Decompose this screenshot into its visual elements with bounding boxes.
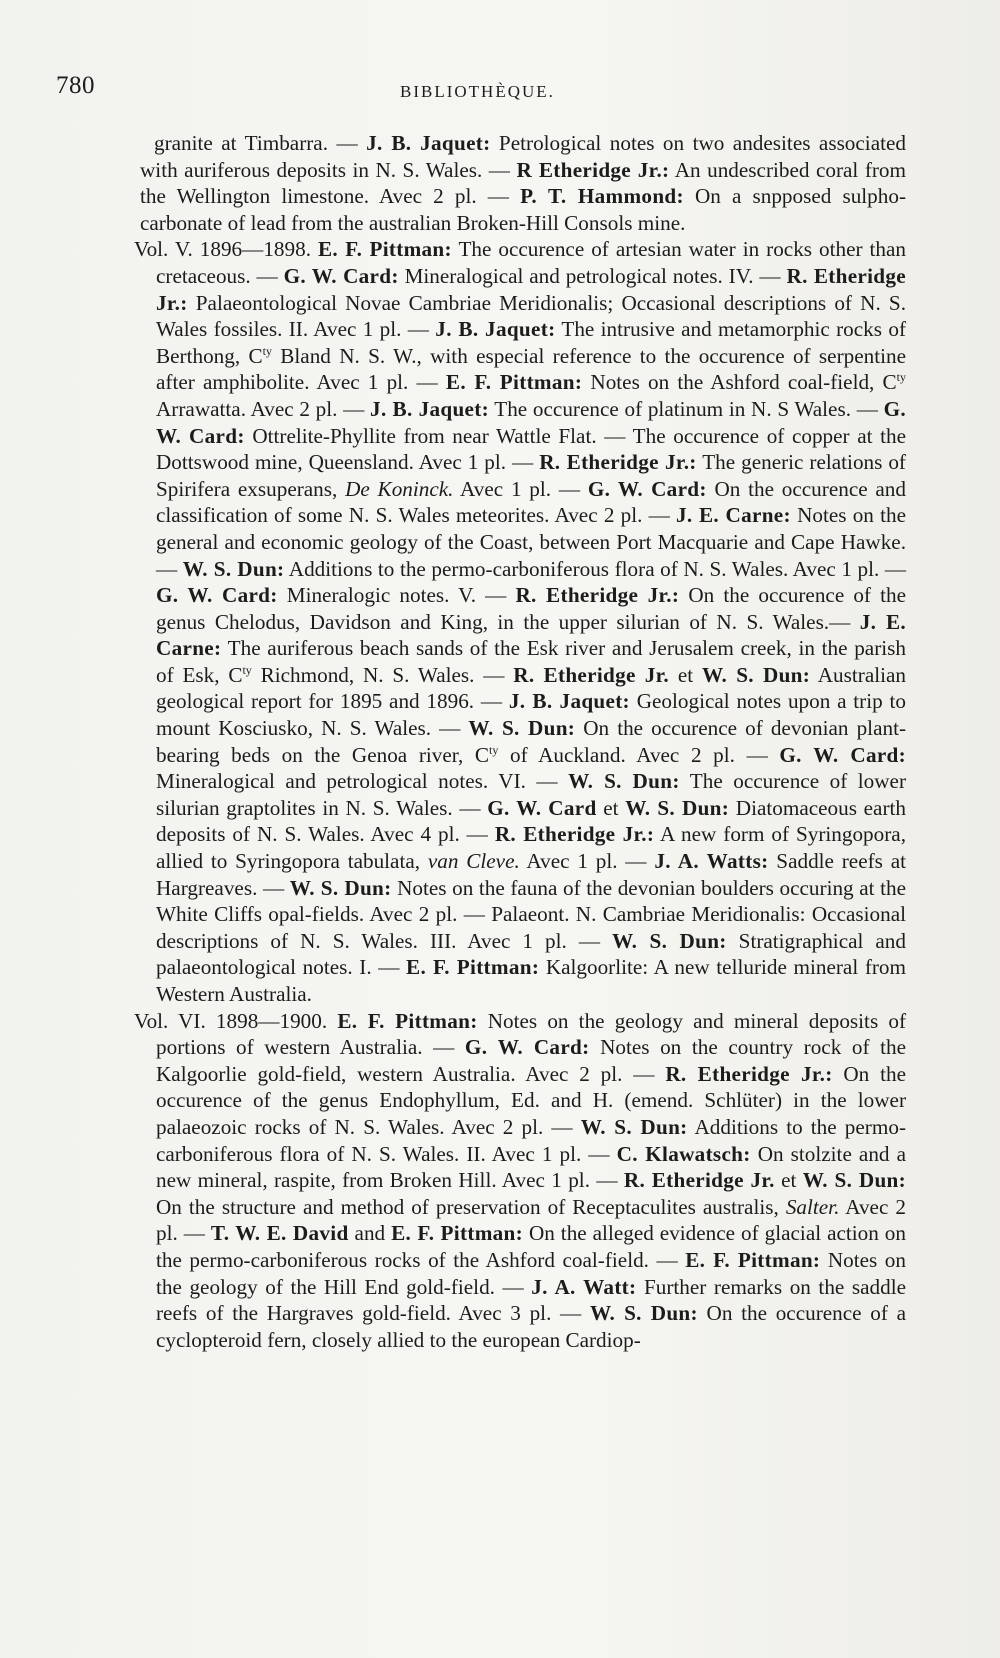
text-run: The occurence of lower silurian graptolites in N. S. Wales. — [156, 769, 907, 820]
text-run: Palaeontological Novae Cambriae Meridionalis; Occasional descriptions of N. S. Wales fossiles. II. Avec 1 pl. — [156, 290, 906, 342]
author-name: R. Etheridge Jr. [623, 1168, 775, 1193]
author-name: R. Etheridge Jr.: [539, 450, 697, 475]
author-name: W. S. Dun: [625, 795, 730, 820]
text-run: Notes on the general and economic geology of the Coast, between Port Macquarie and Cape Hawke. — [156, 503, 906, 581]
author-name: G. W. Card: [779, 742, 907, 767]
author-name: W. S. Dun: [589, 1301, 698, 1326]
text-run: The auriferous beach sands of the Esk river and Jerusalem creek, in the parish of Esk, C [156, 636, 906, 687]
text-run: Notes on the geology and mineral deposits of portions of western Australia. — [156, 1008, 906, 1060]
text-run: Avec 2 pl. — [156, 1194, 906, 1246]
county-abbrev-superscript: ty [489, 742, 499, 757]
author-name: J. E. Carne: [156, 609, 906, 661]
text-run: The occurence of artesian water in rocks other than cretaceous. — [156, 237, 906, 288]
text-run: Notes on the Ashford coal-field, C [582, 370, 897, 395]
running-head: BIBLIOTHÈQUE. [400, 82, 555, 101]
text-run: The generic relations of Spirifera exsuperans, [156, 450, 906, 501]
text-run: Mineralogical and petrological notes. IV. — [398, 263, 787, 288]
text-run: Kalgoorlite: A new telluride mineral from Western Australia. [156, 955, 906, 1006]
text-run: On the occurence of devonian plant-bearing beds on the Genoa river, C [156, 716, 907, 767]
text-run: Notes on the fauna of the devonian boulders occuring at the White Cliffs opal-fields. Avec 2 pl. — Palaeont. N. Cambriae Meridionalis: Occasional descriptions of N. S. Wales. III. Avec 1 pl. — [156, 875, 906, 953]
author-name: J. B. Jaquet: [435, 317, 556, 342]
text-run: et [596, 795, 626, 820]
text-run: On the occurence of a cyclopteroid fern, closely allied to the european Cardiop- [156, 1301, 906, 1352]
author-name: C. Klawatsch: [616, 1141, 751, 1166]
author-name: G. W. Card: [587, 476, 707, 501]
text-run: Notes on the geology of the Hill End gold-field. — [156, 1247, 906, 1299]
text-run: An undescribed coral from the Wellington limestone. Avec 2 pl. — [140, 157, 907, 209]
text-run: On the occurence and classification of some N. S. Wales meteorites. Avec 2 pl. — [156, 476, 906, 528]
author-name: R. Etheridge Jr.: [665, 1061, 833, 1086]
text-run: Notes on the country rock of the Kalgoorlie gold-field, western Australia. Avec 2 pl. — [156, 1035, 907, 1086]
text-run: Saddle reefs at Hargreaves. — [156, 849, 907, 900]
text-run: granite at Timbarra. — [154, 131, 367, 155]
author-name: G. W. Card: [464, 1035, 590, 1060]
author-name: J. E. Carne: [676, 503, 791, 528]
text-run: Geological notes upon a trip to mount Kosciusko, N. S. Wales. — [156, 689, 906, 741]
author-name: J. B. Jaquet: [508, 689, 630, 714]
text-run: The occurence of platinum in N. S Wales. — [488, 396, 884, 421]
author-name: R. Etheridge Jr. [513, 662, 670, 687]
county-abbrev-superscript: ty [262, 343, 272, 358]
author-name: E. F. Pittman: [445, 370, 583, 395]
author-name: W. S. Dun: [580, 1114, 688, 1139]
volume-entry [134, 1008, 906, 1354]
author-name: R. Etheridge Jr.: [515, 583, 680, 608]
text-run: Avec 1 pl. — [453, 476, 588, 501]
author-name: R Etheridge Jr.: [516, 157, 670, 182]
italic-citation: De Koninck. [345, 476, 454, 501]
author-name: J. A. Watt: [531, 1274, 637, 1299]
text-run: Mineralogic notes. V. — [277, 583, 516, 608]
author-name: E. F. Pittman: [391, 1221, 523, 1246]
author-name: G. W. Card [487, 795, 597, 820]
text-run: A new form of Syringopora, allied to Syringopora tabulata, [156, 822, 906, 874]
text-run: Arrawatta. Avec 2 pl. — [156, 396, 371, 421]
text-run: On a snpposed sulpho-carbonate of lead from the australian Broken-Hill Consols mine. [140, 184, 907, 235]
text-run: On the occurence of the genus Endophyllum, Ed. and H. (emend. Schlüter) in the lower palaeozoic rocks of N. S. Wales. Avec 2 pl. — [156, 1061, 906, 1139]
text-run: On the structure and method of preservation of Receptaculites australis, [156, 1194, 786, 1219]
author-name: J. A. Watts: [654, 849, 769, 874]
text-run: Bland N. S. W., with especial reference to the occurence of serpentine after amphibolite. Avec 1 pl. — [156, 343, 906, 395]
text-run: Avec 1 pl. — [519, 849, 655, 874]
text-run: On the occurence of the genus Chelodus, Davidson and King, in the upper silurian of N. S. Wales.— [156, 583, 906, 634]
author-name: G. W. Card: [156, 583, 278, 608]
author-name: E. F. Pittman: [337, 1008, 478, 1033]
author-name: J. B. Jaquet: [366, 131, 491, 155]
text-run: and [348, 1221, 392, 1246]
text-run: Additions to the permo-carboniferous flora of N. S. Wales. Avec 1 pl. — [284, 556, 907, 581]
text-run: On the alleged evidence of glacial action on the permo-carboniferous rocks of the Ashford coal-field. — [156, 1221, 906, 1272]
author-name: P. T. Hammond: [520, 184, 684, 209]
author-name: G. W. Card: [156, 396, 906, 448]
author-name: W. S. Dun: [289, 875, 392, 900]
text-run: et [669, 662, 702, 687]
page-number: 780 [56, 72, 95, 99]
text-run: Vol. V. 1896—1898. [134, 237, 318, 262]
text-run: Mineralogical and petrological notes. VI. — [156, 769, 569, 794]
author-name: W. S. Dun: [612, 928, 727, 953]
continued-entry [140, 130, 906, 236]
author-name: E. F. Pittman: [406, 955, 540, 980]
text-run: Ottrelite-Phyllite from near Wattle Flat. — The occurence of copper at the Dottswood mine, Queensland. Avec 1 pl. — [156, 423, 907, 475]
text-run: Diatomaceous earth deposits of N. S. Wales. Avec 4 pl. — [156, 795, 906, 847]
county-abbrev-superscript: ty [242, 662, 252, 677]
author-name: W. S. Dun: [182, 556, 285, 581]
italic-citation: Salter. [785, 1194, 840, 1219]
text-run: The intrusive and metamorphic rocks of Berthong, C [156, 317, 906, 368]
text-run: On stolzite and a new mineral, raspite, from Broken Hill. Avec 1 pl. — [156, 1141, 906, 1193]
volume-entry [134, 236, 906, 1007]
author-name: R. Etheridge Jr.: [156, 263, 906, 315]
author-name: W. S. Dun: [802, 1168, 906, 1193]
author-name: W. S. Dun: [701, 662, 811, 687]
county-abbrev-superscript: ty [896, 370, 906, 385]
text-run: Vol. VI. 1898—1900. [134, 1008, 338, 1033]
author-name: W. S. Dun: [468, 716, 576, 741]
text-run: Stratigraphical and palaeontological notes. I. — [156, 928, 906, 980]
text-run: Richmond, N. S. Wales. — [251, 662, 514, 687]
author-name: J. B. Jaquet: [370, 396, 489, 421]
author-name: T. W. E. David [210, 1221, 349, 1246]
author-name: W. S. Dun: [568, 769, 680, 794]
text-run: Petrological notes on two andesites associated with auriferous deposits in N. S. Wales. — [140, 131, 906, 182]
italic-citation: van Cleve. [427, 849, 520, 874]
text-run: Australian geological report for 1895 and 1896. — [156, 662, 907, 714]
author-name: R. Etheridge Jr.: [494, 822, 655, 847]
author-name: G. W. Card: [283, 263, 399, 288]
text-run: Further remarks on the saddle reefs of the Hargraves gold-field. Avec 3 pl. — [156, 1274, 907, 1326]
body-text [134, 130, 907, 1353]
text-run: of Auckland. Avec 2 pl. — [498, 742, 780, 767]
text-run: Additions to the permo-carboniferous flora of N. S. Wales. II. Avec 1 pl. — [156, 1114, 906, 1166]
text-run: et [774, 1168, 803, 1193]
author-name: E. F. Pittman: [317, 237, 452, 262]
author-name: E. F. Pittman: [685, 1247, 821, 1272]
